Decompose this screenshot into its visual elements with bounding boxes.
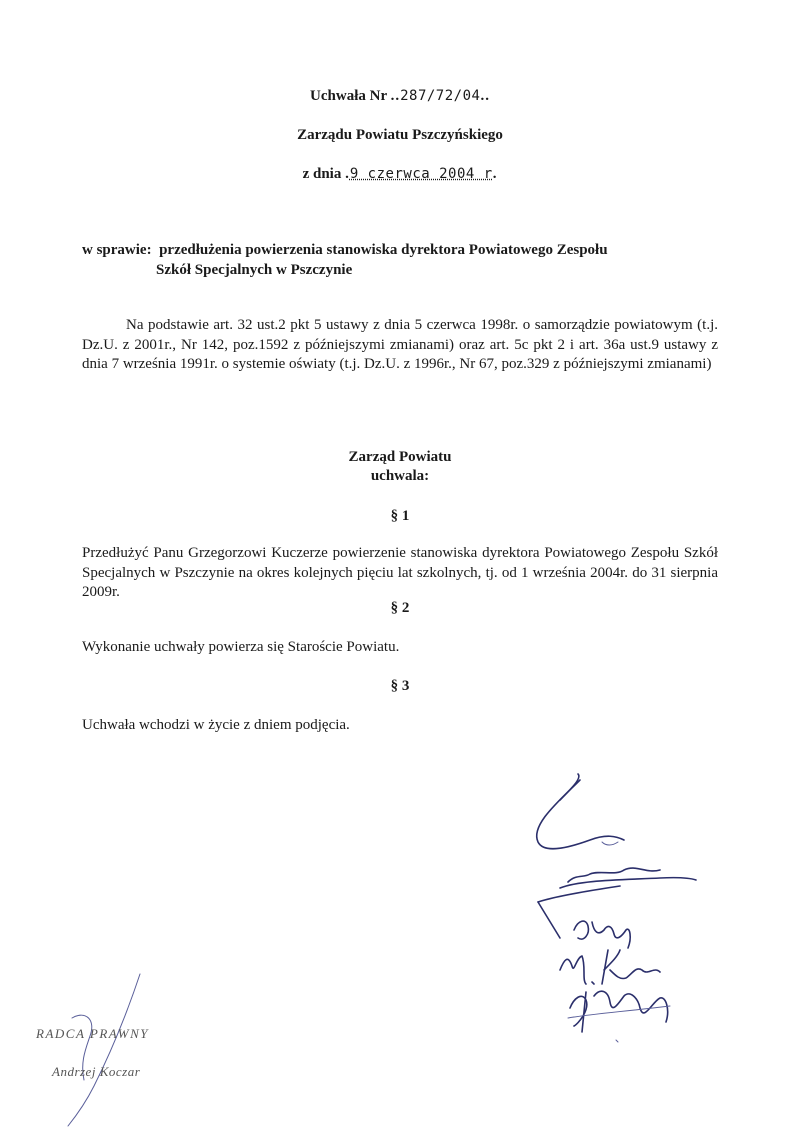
stamp-title: RADCA PRAWNY: [36, 1026, 149, 1041]
stamp-name: Andrzej Koczar: [52, 1064, 141, 1079]
section-1-mark: § 1: [390, 508, 410, 524]
dots-leader: .: [345, 166, 350, 182]
dots-leader: ..: [390, 88, 401, 104]
section-2-text: Wykonanie uchwały powierza się Staroście Powiatu.: [82, 639, 400, 655]
dots-leader: .: [492, 166, 498, 182]
subject-row-1: [82, 240, 608, 260]
resolution-number: 287/72/04: [400, 88, 481, 104]
subject-line-2: Szkół Specjalnych w Pszczynie: [156, 262, 353, 278]
date-label: z dnia: [302, 166, 346, 182]
subject-line-1: przedłużenia powierzenia stanowiska dyrektora Powiatowego Zespołu: [159, 242, 608, 258]
resolution-date: [0, 166, 800, 183]
resolution-label: Uchwała Nr: [310, 88, 391, 104]
resolution-title: [0, 88, 800, 105]
decision-verb: uchwala:: [370, 468, 430, 484]
board-name: Zarządu Powiatu Pszczyńskiego: [297, 127, 503, 143]
decision-heading: Zarząd Powiatu: [348, 449, 452, 465]
subject-prefix: w sprawie:: [82, 242, 152, 258]
section-1-text: Przedłużyć Panu Grzegorzowi Kuczerze powierzenie stanowiska dyrektora Powiatowego Zespołu Szkół Specjalnych w Pszczynie na okres kolejnych pięciu lat szkolnych, tj. od 1 września 2004r. do 31 sierpnia 2009r.: [82, 545, 718, 600]
date-value: 9 czerwca 2004 r: [349, 166, 493, 182]
preamble-paragraph: Na podstawie art. 32 ust.2 pkt 5 ustawy z dnia 5 czerwca 1998r. o samorządzie powiatowym (t.j. Dz.U. z 2001r., Nr 142, poz.1592 z późniejszymi zmianami) oraz art. 5c pkt 2 i art. 36a ust.9 ustawy z dnia 7 września 1991r. o systemie oświaty (t.j. Dz.U. z 1996r., Nr 67, poz.329 z późniejszymi zmianami): [82, 317, 718, 372]
stamp-signature: [30, 970, 190, 1130]
section-3-text: Uchwała wchodzi w życie z dniem podjęcia.: [82, 717, 350, 733]
dots-leader: ..: [480, 88, 490, 104]
handwritten-signatures: [520, 770, 700, 1050]
subject-block: [82, 240, 608, 280]
section-3-mark: § 3: [390, 678, 410, 694]
section-2-mark: § 2: [390, 600, 410, 616]
